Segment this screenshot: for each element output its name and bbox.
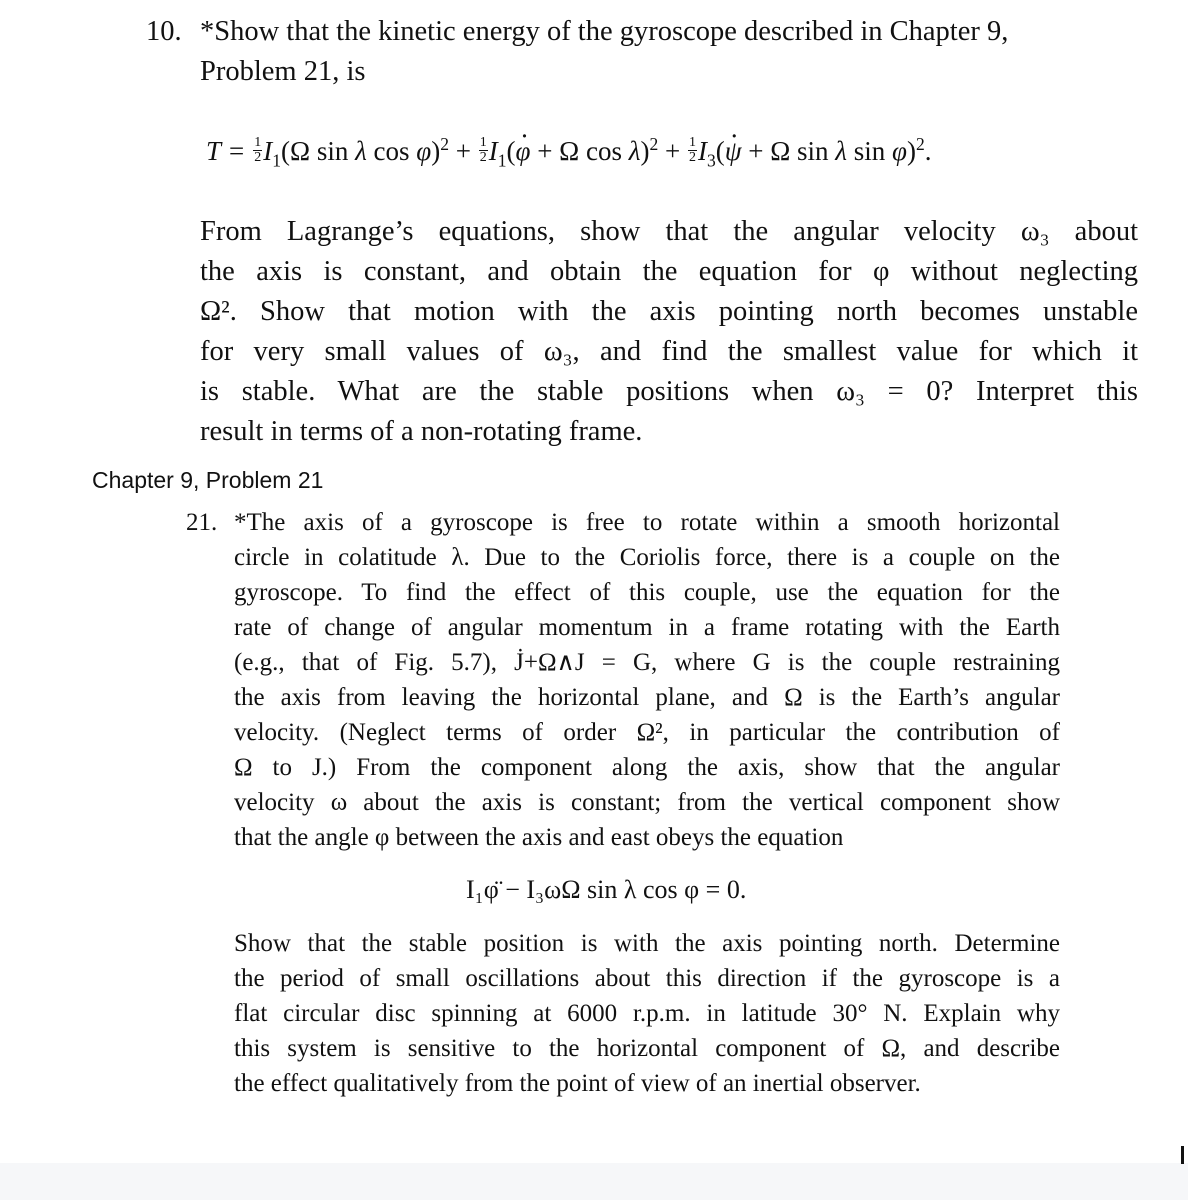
problem-10-para-line-6: result in terms of a non-rotating frame. — [200, 416, 643, 447]
problem-10-para-line-4: for very small values of ω₃, and find the smallest value for which it — [200, 336, 1138, 367]
problem-21-line-2: circle in colatitude λ. Due to the Coriolis force, there is a couple on the — [234, 544, 1060, 571]
problem-10-para-line-3: Ω². Show that motion with the axis pointing north becomes unstable — [200, 296, 1138, 327]
bottom-bar — [0, 1163, 1188, 1200]
problem-21-line-3: gyroscope. To find the effect of this couple, use the equation for the — [234, 579, 1060, 606]
kinetic-energy-equation: T = $\frac{1}{2}$ $I_1(\Omega$ sin λ cos φ)$^2$ + $\frac{1}{2}$ $I_1(\varphi$ · + Ω cos λ)$^2$ + $\frac{1}{2}$ $I_3(\psi$ · + Ω sin λ sin φ)$^2$. — [206, 134, 931, 171]
problem-10-number: 10. — [146, 16, 182, 47]
problem-10-line-2: Problem 21, is — [200, 56, 366, 87]
problem-21-line-11: Show that the stable position is with the axis pointing north. Determine — [234, 930, 1060, 957]
problem-21-line-15: the effect qualitatively from the point of view of an inertial observer. — [234, 1070, 921, 1097]
problem-21-line-9: velocity ω about the axis is constant; from the vertical component show — [234, 789, 1060, 816]
problem-21-line-14: this system is sensitive to the horizontal component of Ω, and describe — [234, 1035, 1060, 1062]
problem-21-line-12: the period of small oscillations about this direction if the gyroscope is a — [234, 965, 1060, 992]
problem-10-para-line-1: From Lagrange’s equations, show that the angular velocity ω₃ about — [200, 216, 1138, 247]
problem-21-line-6: the axis from leaving the horizontal plane, and Ω is the Earth’s angular — [234, 684, 1060, 711]
problem-21-line-1: *The axis of a gyroscope is free to rotate within a smooth horizontal — [234, 509, 1060, 536]
problem-21-line-13: flat circular disc spinning at 6000 r.p.m. in latitude 30° N. Explain why — [234, 1000, 1060, 1027]
problem-10-para-line-5: is stable. What are the stable positions when ω₃ = 0? Interpret this — [200, 376, 1138, 407]
problem-21-line-8: Ω to J.) From the component along the axis, show that the angular — [234, 754, 1060, 781]
problem-21-equation: I₁φ̈ − I₃ωΩ sin λ cos φ = 0. — [466, 875, 747, 904]
problem-10-para-line-2: the axis is constant, and obtain the equation for φ without neglecting — [200, 256, 1138, 287]
problem-21-line-7: velocity. (Neglect terms of order Ω², in particular the contribution of — [234, 719, 1060, 746]
problem-10-line-1: *Show that the kinetic energy of the gyroscope described in Chapter 9, — [200, 16, 1009, 47]
section-heading: Chapter 9, Problem 21 — [92, 467, 324, 493]
problem-21-line-5: (e.g., that of Fig. 5.7), J̇+Ω∧J = G, where G is the couple restraining — [234, 649, 1060, 676]
problem-21-line-4: rate of change of angular momentum in a frame rotating with the Earth — [234, 614, 1060, 641]
problem-21-number: 21. — [186, 509, 218, 536]
problem-21-line-10: that the angle φ between the axis and east obeys the equation — [234, 824, 844, 851]
equation-lhs: T = — [206, 136, 246, 166]
text-cursor-icon — [1181, 1146, 1184, 1164]
